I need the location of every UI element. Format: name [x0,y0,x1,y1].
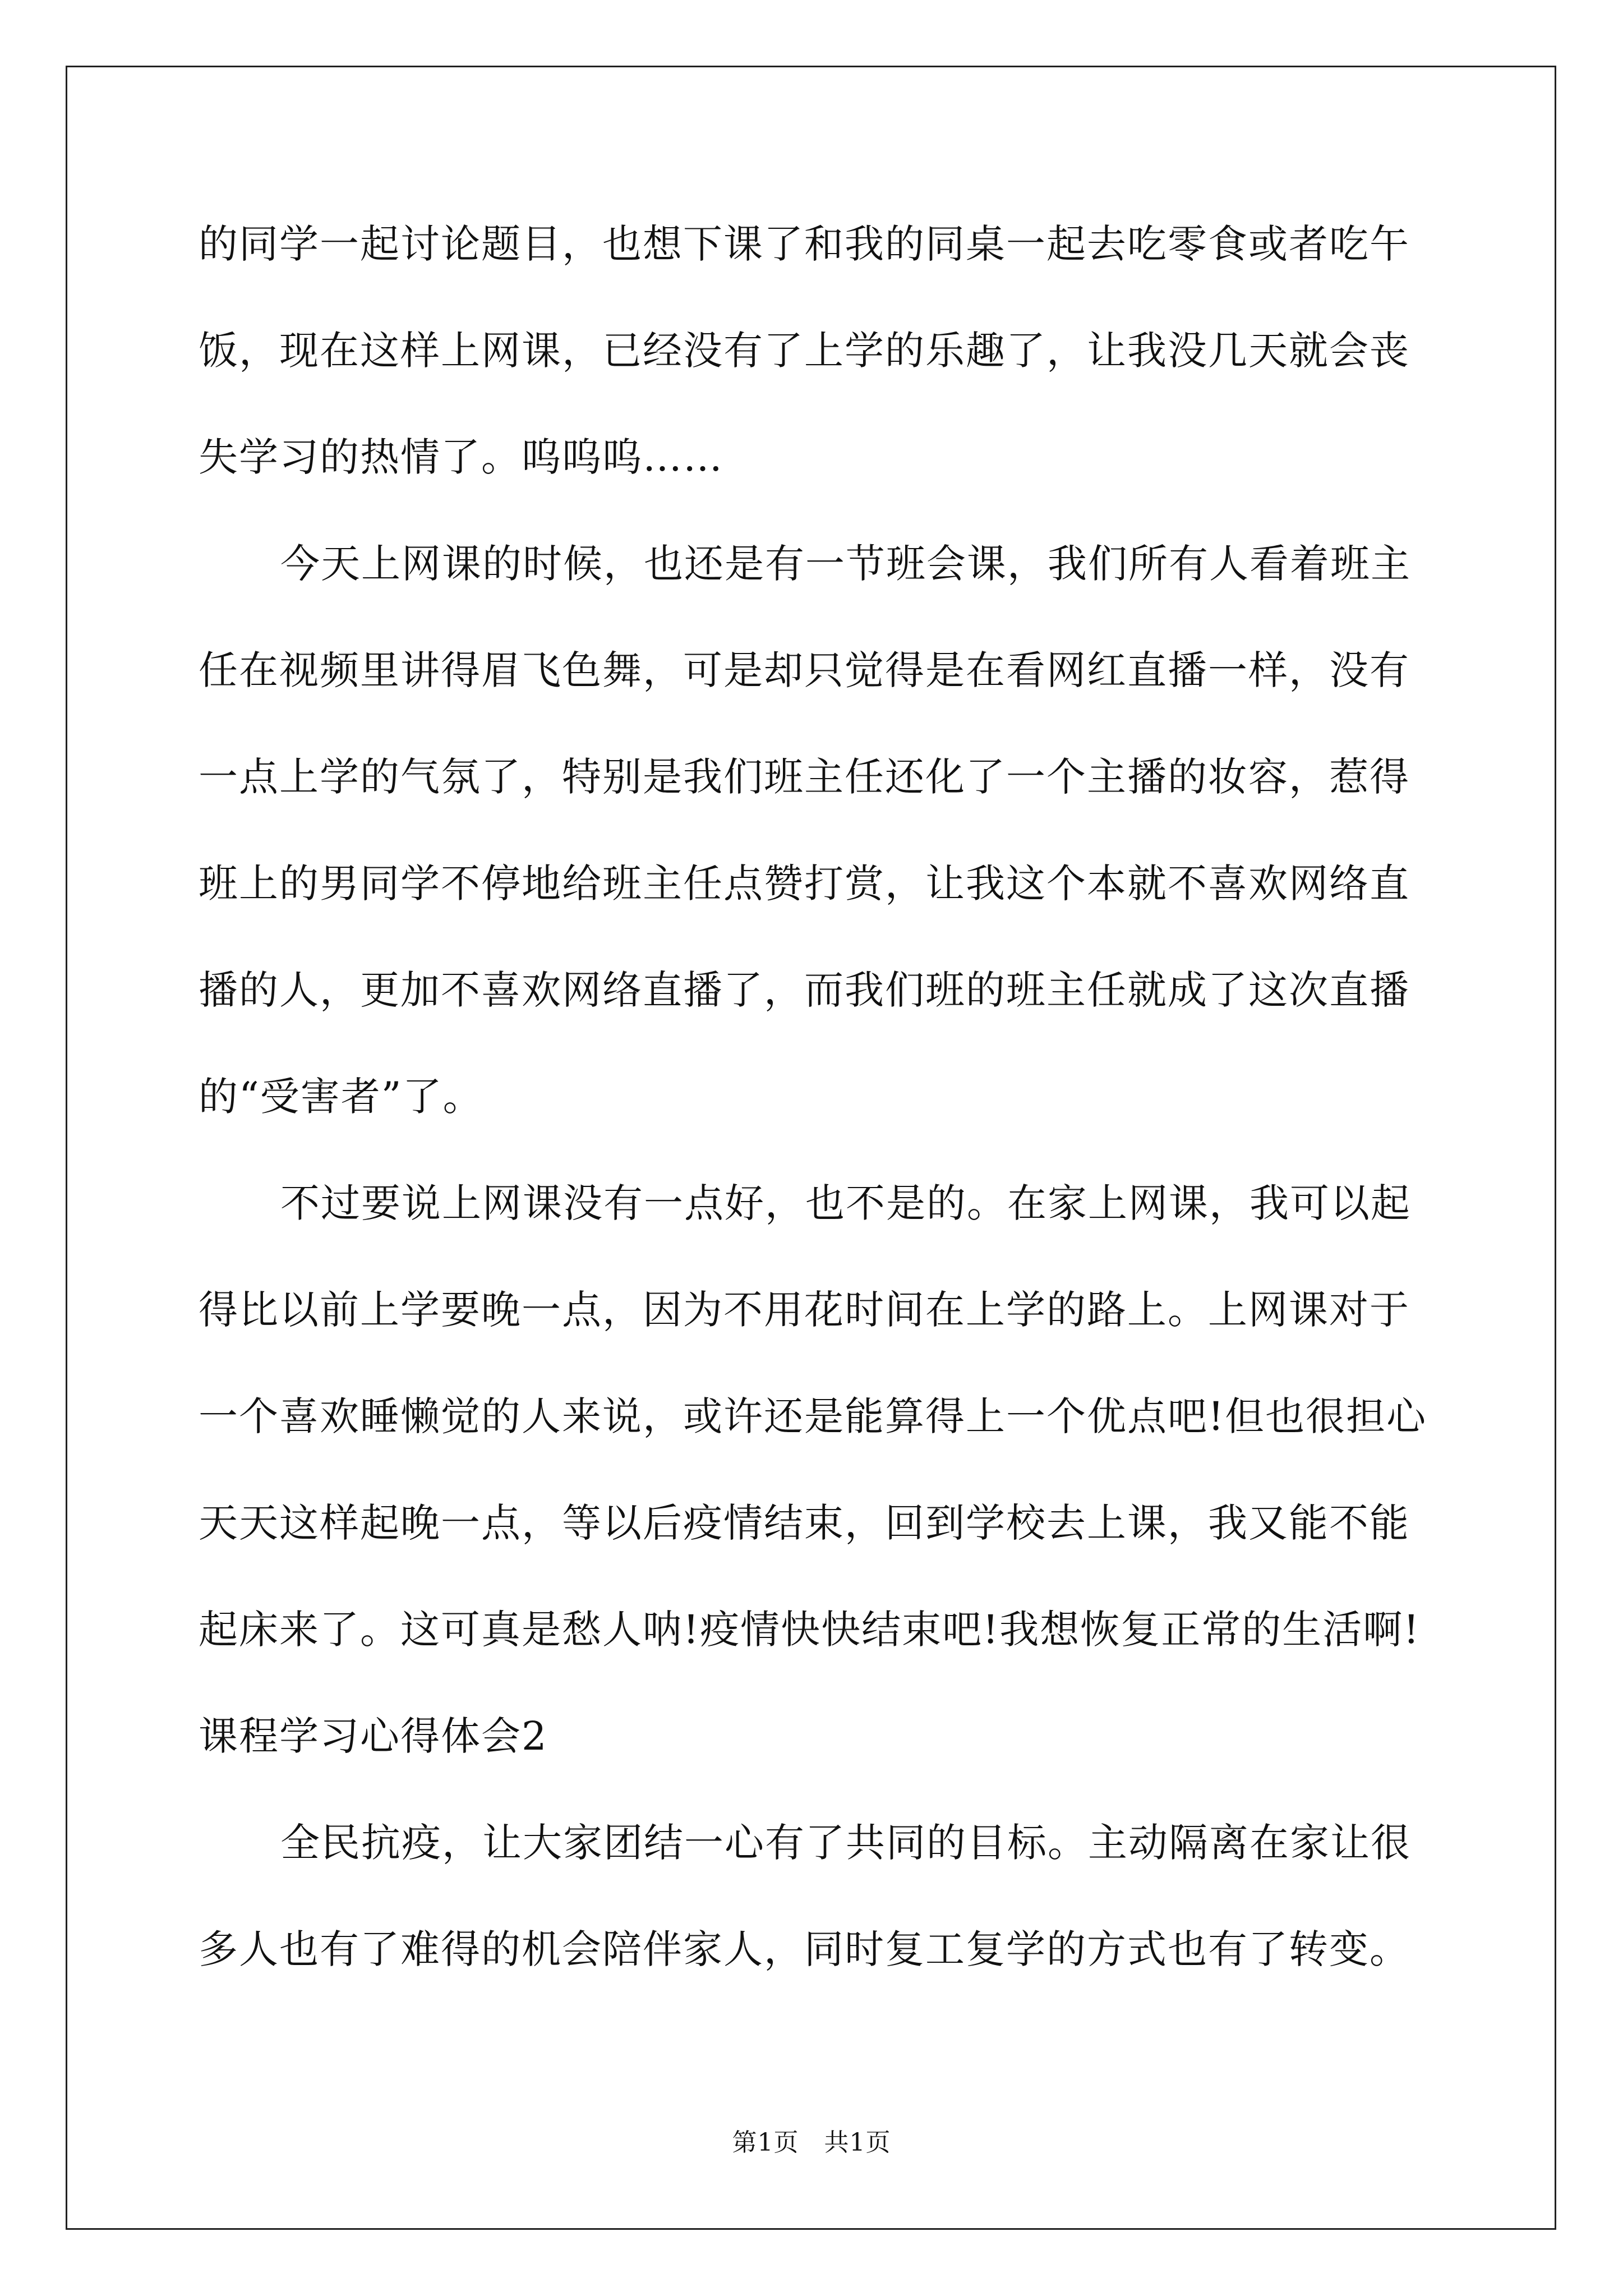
text-line: 任在视频里讲得眉飞色舞，可是却只觉得是在看网红直播一样，没有 [199,647,1410,693]
paragraph-first-line: 不过要说上网课没有一点好，也不是的。在家上网课，我可以起 [280,1180,1411,1226]
text-line: 起床来了。这可真是愁人呐!疫情快快结束吧!我想恢复正常的生活啊! [199,1607,1421,1653]
section-heading: 课程学习心得体会2 [199,1713,548,1759]
text-line: 一个喜欢睡懒觉的人来说，或许还是能算得上一个优点吧!但也很担心 [199,1393,1427,1439]
paragraph-first-line: 今天上网课的时候，也还是有一节班会课，我们所有人看着班主 [280,541,1411,587]
text-line: 饭，现在这样上网课，已经没有了上学的乐趣了，让我没几天就会丧 [199,328,1410,374]
text-line: 播的人，更加不喜欢网络直播了，而我们班的班主任就成了这次直播 [199,967,1410,1013]
text-line: 班上的男同学不停地给班主任点赞打赏，让我这个本就不喜欢网络直 [199,861,1410,907]
text-line: 得比以前上学要晚一点，因为不用花时间在上学的路上。上网课对于 [199,1287,1410,1333]
page-number-footer: 第1页 共1页 [732,2128,891,2157]
page-border [66,66,1556,2230]
paragraph-first-line: 全民抗疫，让大家团结一心有了共同的目标。主动隔离在家让很 [280,1820,1411,1866]
text-line: 天天这样起晚一点，等以后疫情结束，回到学校去上课，我又能不能 [199,1500,1410,1546]
text-line: 失学习的热情了。呜呜呜…… [199,434,723,480]
text-line: 的同学一起讨论题目，也想下课了和我的同桌一起去吃零食或者吃午 [199,221,1410,267]
text-line: 多人也有了难得的机会陪伴家人，同时复工复学的方式也有了转变。 [199,1926,1410,1972]
text-line: 的“受害者”了。 [199,1074,483,1120]
text-line: 一点上学的气氛了，特别是我们班主任还化了一个主播的妆容，惹得 [199,754,1410,800]
